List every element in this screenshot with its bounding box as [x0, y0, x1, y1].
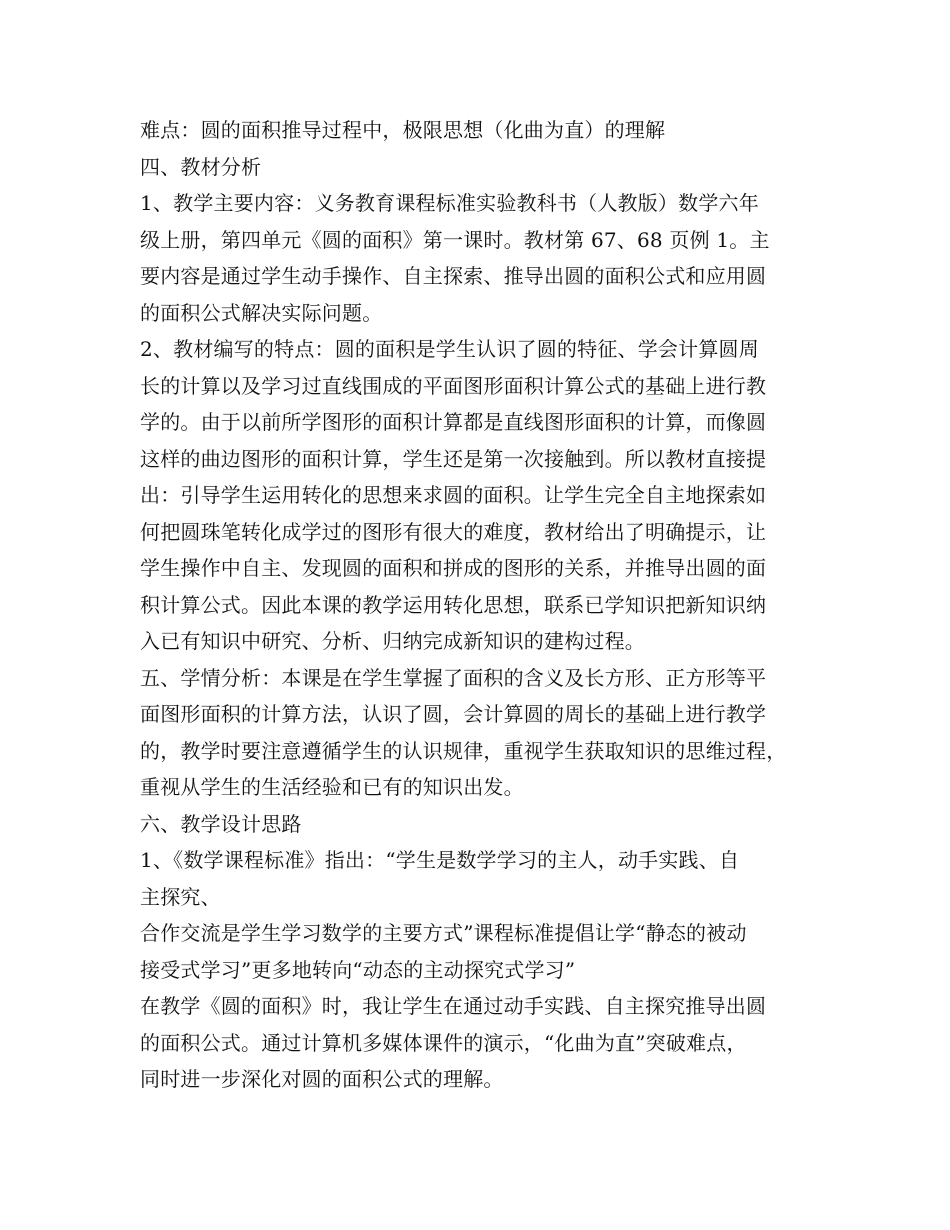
section-heading: 五、学情分析：本课是在学生掌握了面积的含义及长方形、正方形等平 — [140, 665, 767, 690]
text-line: 1、《数学课程标准》指出：“学生是数学学习的主人，动手实践、自 — [140, 848, 740, 872]
text-line: 学生操作中自主、发现圆的面积和拼成的图形的关系，并推导出圆的面 — [140, 556, 767, 580]
text-line: 2、教材编写的特点：圆的面积是学生认识了圆的特征、学会计算圆周 — [140, 337, 759, 361]
document-body — [140, 112, 830, 1098]
section-heading: 六、教学设计思路 — [140, 811, 302, 836]
text-line: 出：引导学生运用转化的思想来求圆的面积。让学生完全自主地探索如 — [140, 483, 767, 507]
text-line: 主探究、 — [140, 884, 221, 909]
text-line: 的面积公式。通过计算机多媒体课件的演示，“化曲为直”突破难点， — [140, 1030, 747, 1055]
text-line: 面图形面积的计算方法，认识了圆，会计算圆的周长的基础上进行教学 — [140, 702, 767, 726]
section-heading: 四、教材分析 — [140, 154, 262, 179]
text-line: 1、教学主要内容：义务教育课程标准实验教科书（人教版）数学六年 — [140, 191, 759, 215]
text-line: 在教学《圆的面积》时，我让学生在通过动手实践、自主探究推导出圆 — [140, 994, 767, 1018]
text-line: 合作交流是学生学习数学的主要方式”课程标准提倡让学“静态的被动 — [140, 921, 747, 945]
text-line: 这样的曲边图形的面积计算，学生还是第一次接触到。所以教材直接提 — [140, 446, 767, 471]
text-line: 要内容是通过学生动手操作、自主探索、推导出圆的面积公式和应用圆 — [140, 264, 767, 288]
text-line: 的面积公式解决实际问题。 — [140, 300, 383, 325]
text-line: 的，教学时要注意遵循学生的认识规律，重视学生获取知识的思维过程， — [140, 738, 787, 763]
text-line: 接受式学习”更多地转向“动态的主动探究式学习” — [140, 957, 576, 982]
text-line: 学的。由于以前所学图形的面积计算都是直线图形面积的计算，而像圆 — [140, 410, 767, 434]
text-line: 难点：圆的面积推导过程中，极限思想（化曲为直）的理解 — [140, 118, 666, 142]
text-line: 级上册，第四单元《圆的面积》第一课时。教材第 67、68 页例 1。主 — [140, 227, 770, 252]
text-line: 入已有知识中研究、分析、归纳完成新知识的建构过程。 — [140, 629, 645, 653]
text-line: 长的计算以及学习过直线围成的平面图形面积计算公式的基础上进行教 — [140, 373, 767, 398]
text-line: 重视从学生的生活经验和已有的知识出发。 — [140, 775, 524, 799]
text-line: 何把圆珠笔转化成学过的图形有很大的难度，教材给出了明确提示，让 — [140, 519, 767, 544]
text-line: 积计算公式。因此本课的教学运用转化思想，联系已学知识把新知识纳 — [140, 592, 767, 617]
text-line: 同时进一步深化对圆的面积公式的理解。 — [140, 1067, 504, 1091]
